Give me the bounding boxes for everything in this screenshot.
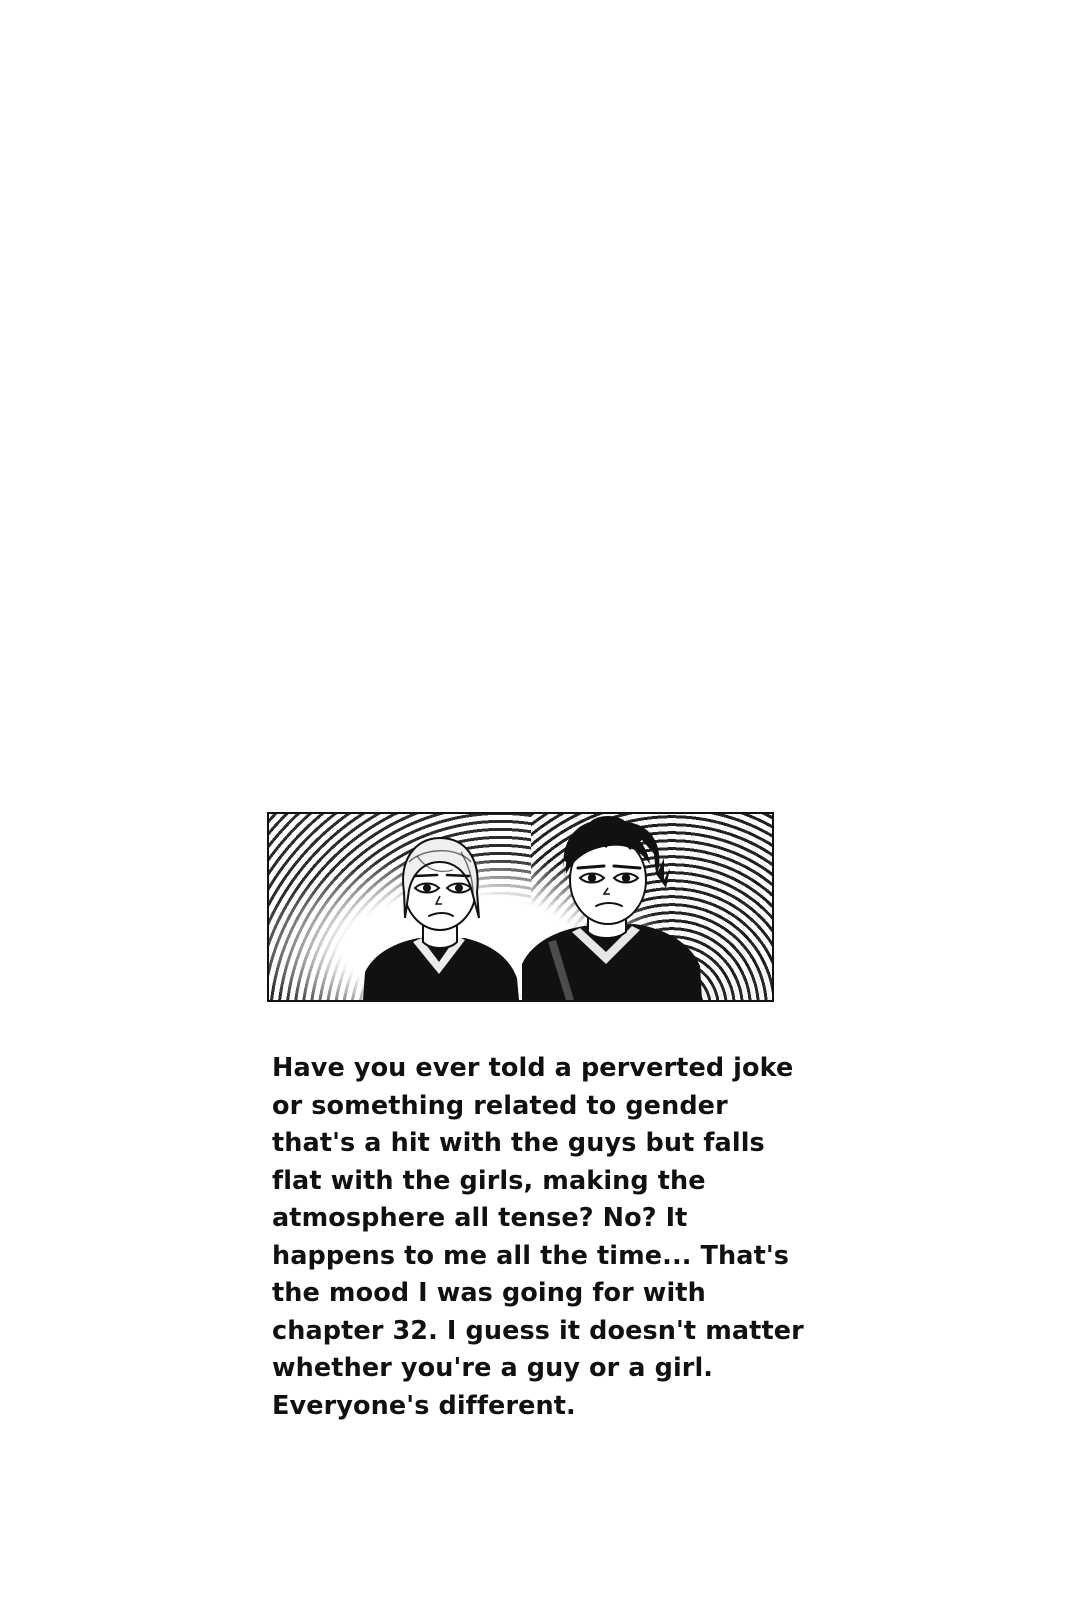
author-note-caption [272, 1050, 812, 1425]
character-short-haired-girl [361, 826, 521, 1000]
caption-text: Have you ever told a perverted joke or something related to gender that's a hit with the guys but falls flat with the girls, making the atmosphere all tense? No? It happens to me all the time... That's the mood I was going for with chapter 32. I guess it doesn't matter whether you're a guy or a girl. Everyone's different. [272, 1053, 813, 1421]
manga-panel [267, 812, 774, 1002]
character-spiky-haired-boy [514, 814, 714, 1000]
panel-artwork [269, 814, 772, 1000]
